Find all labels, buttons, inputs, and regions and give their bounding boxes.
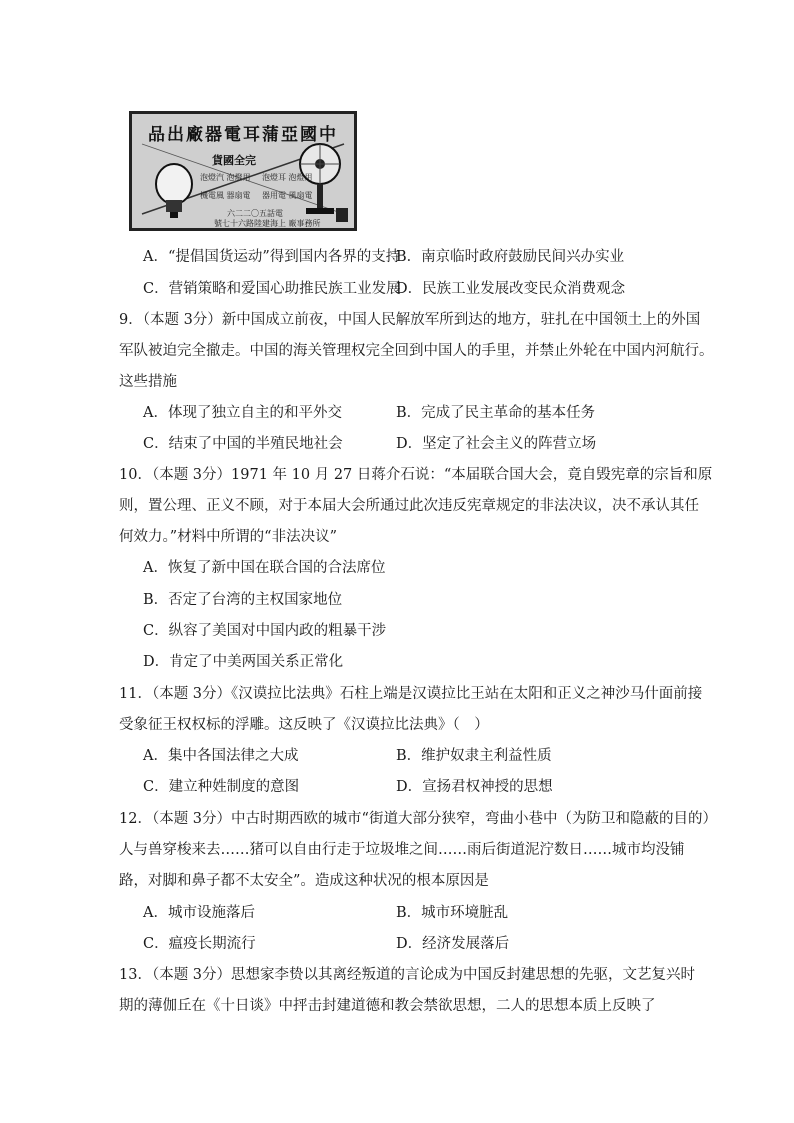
q10-option-d: D．肯定了中美两国关系正常化 <box>143 654 344 670</box>
advertisement-image <box>129 111 357 231</box>
q10-stem-line: 10．（本题 3分）1971 年 10 月 27 日蒋介石说：“本届联合国大会，竟自毁宪章的宗旨和原 <box>119 467 713 483</box>
q11-option-c: C．建立种姓制度的意图 <box>143 779 300 795</box>
q12-option-a: A．城市设施落后 <box>143 905 255 921</box>
q11-option-a: A．集中各国法律之大成 <box>143 748 299 764</box>
ad-fine-text: 泡燈耳 泡燈用 <box>262 173 313 182</box>
q10-option-c: C．纵容了美国对中国内政的粗暴干涉 <box>143 623 387 639</box>
q12-stem-line: 路，对脚和鼻子都不太安全”。造成这种状况的根本原因是 <box>119 873 489 889</box>
ad-fine-text: 機電風 器扇電 <box>200 191 251 200</box>
q12-stem-line: 12．（本题 3分）中古时期西欧的城市“街道大部分狭窄，弯曲小巷中（为防卫和隐蔽的目的） <box>119 811 717 827</box>
light-bulb-icon <box>156 164 192 218</box>
q13-stem-line: 期的薄伽丘在《十日谈》中抨击封建道德和教会禁欲思想，二人的思想本质上反映了 <box>119 998 656 1014</box>
ad-headline: 品出廠器電耳蒲亞國中 <box>148 125 338 145</box>
q12-option-c: C．瘟疫长期流行 <box>143 936 256 952</box>
q10-stem-line: 何效力。”材料中所谓的“非法决议” <box>119 529 337 545</box>
q9-stem-line: 军队被迫完全撤走。中国的海关管理权完全回到中国人的手里，并禁止外轮在中国内河航行。 <box>119 343 714 359</box>
q9-option-a: A．体现了独立自主的和平外交 <box>143 405 342 421</box>
q8-option-a: A．“提倡国货运动”得到国内各界的支持 <box>143 249 401 265</box>
q9-stem-line: 这些措施 <box>119 374 177 390</box>
q11-option-d: D．宣扬君权神授的思想 <box>396 779 553 795</box>
q13-stem-line: 13．（本题 3分）思想家李贽以其离经叛道的言论成为中国反封建思想的先驱，文艺复兴时 <box>119 967 696 983</box>
q12-stem-line: 人与兽穿梭来去……猪可以自由行走于垃圾堆之间……雨后街道泥泞数日……城市均没铺 <box>119 842 685 858</box>
q9-option-c: C．结束了中国的半殖民地社会 <box>143 436 343 452</box>
ad-subtitle: 貨國全完 <box>212 154 256 167</box>
q8-option-d: D．民族工业发展改变民众消费观念 <box>396 281 626 297</box>
q10-option-a: A．恢复了新中国在联合国的合法席位 <box>143 560 386 576</box>
q8-option-c: C．营销策略和爱国心助推民族工业发展 <box>143 281 401 297</box>
ad-fine-text: 六二二〇五話電 <box>227 209 283 218</box>
q8-option-b: B．南京临时政府鼓励民间兴办实业 <box>396 249 625 265</box>
q9-stem-line: 9．（本题 3分）新中国成立前夜，中国人民解放军所到达的地方，驻扎在中国领土上的外国 <box>119 312 701 328</box>
q12-option-b: B．城市环境脏乱 <box>396 905 509 921</box>
q9-option-d: D．坚定了社会主义的阵营立场 <box>396 436 597 452</box>
ad-fine-text: 泡燈汽 泡燈用 <box>200 173 251 182</box>
ad-fine-text: 器用電 風扇電 <box>262 191 313 200</box>
q11-stem-line: 11．（本题 3分）《汉谟拉比法典》石柱上端是汉谟拉比王站在太阳和正义之神沙马什面前接 <box>119 686 703 702</box>
q10-stem-line: 则，置公理、正义不顾，对于本届大会所通过此次违反宪章规定的非法决议，决不承认其任 <box>119 498 699 514</box>
q9-option-b: B．完成了民主革命的基本任务 <box>396 405 596 421</box>
q10-option-b: B．否定了台湾的主权国家地位 <box>143 592 343 608</box>
q11-stem-line: 受象征王权权标的浮雕。这反映了《汉谟拉比法典》（ ） <box>119 717 489 733</box>
q11-option-b: B．维护奴隶主利益性质 <box>396 748 552 764</box>
q12-option-d: D．经济发展落后 <box>396 936 510 952</box>
ad-fine-text: 號七十六路陸建海上 廠事務所 <box>214 219 321 228</box>
